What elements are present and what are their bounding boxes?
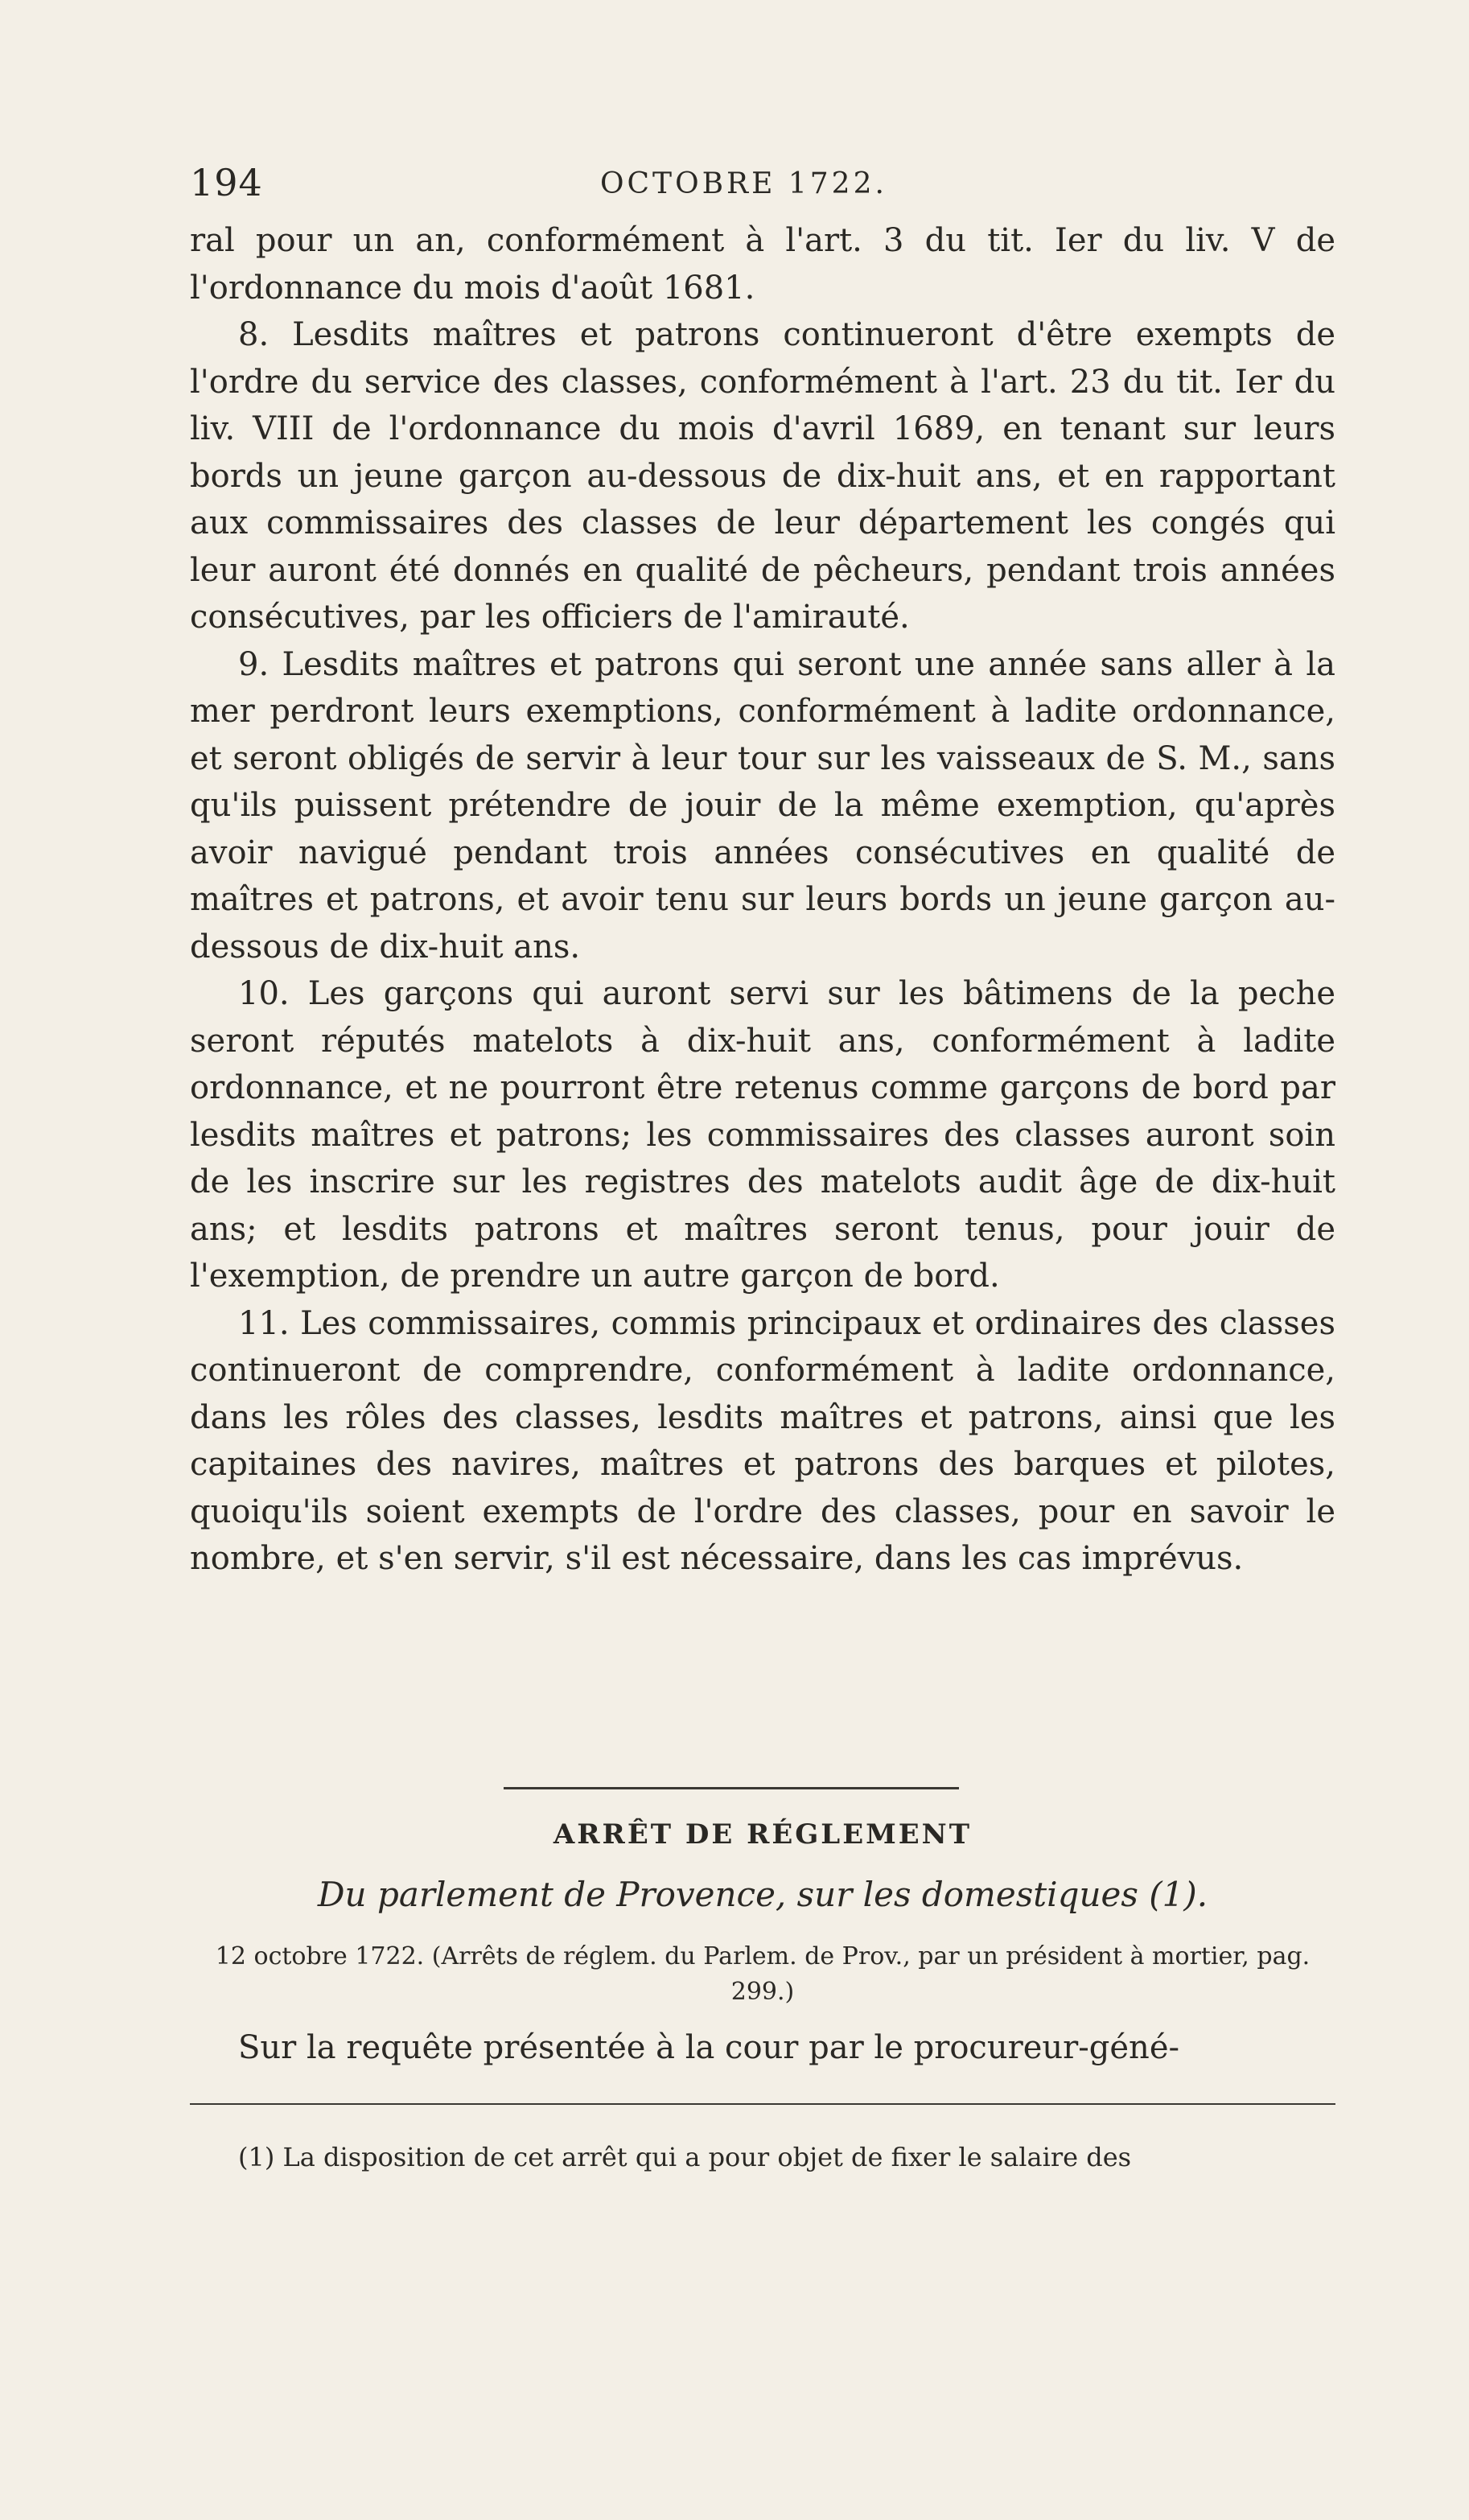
article-8: 8. Lesdits maîtres et patrons continueront d'être exempts de l'ordre du service des classes, conformément à l'art. 23 du tit. Ier du liv. VIII de l'ordonnance du mois d'avril 1689, en tenant sur leurs bords un jeune garçon au-dessous de dix-huit ans, et en rapportant aux commissaires des classes de leur département les congés qui leur auront été donnés en qualité de pêcheurs, pendant trois années consécutives, par les officiers de l'amirauté. (190, 316, 1335, 636)
section-subtitle: Du parlement de Provence, sur les domestiques (1). (317, 1875, 1208, 1914)
footnote: (1) La disposition de cet arrêt qui a pour objet de fixer le salaire des (238, 2142, 1132, 2172)
article-9: 9. Lesdits maîtres et patrons qui seront une année sans aller à la mer perdront leurs exemptions, conformément à ladite ordonnance, et seront obligés de servir à leur tour sur les vaisseaux de S. M., sans qu'ils puissent prétendre de jouir de la même exemption, qu'après avoir navigué pendant trois années consécutives en qualité de maîtres et patrons, et avoir tenu sur leurs bords un jeune garçon au-dessous de dix-huit ans. (190, 645, 1335, 966)
section-title: ARRÊT DE RÉGLEMENT (553, 1818, 973, 1851)
footnote-divider (190, 2103, 1335, 2105)
article-11: 11. Les commissaires, commis principaux et ordinaires des classes continueront de comprendre, conformément à ladite ordonnance, dans les rôles des classes, lesdits maîtres et patrons, ainsi que les capitaines des navires, maîtres et patrons des barques et pilotes, quoiqu'ils soient exempts de l'ordre des classes, pour en savoir le nombre, et s'en servir, s'il est nécessaire, dans les cas imprévus. (190, 1304, 1335, 1577)
section-divider (504, 1787, 959, 1789)
section-citation: 12 octobre 1722. (Arrêts de réglem. du Parlem. de Prov., par un président à mortier, pag. 299.) (215, 1942, 1311, 2006)
page-number: 194 (190, 161, 263, 204)
paragraph-continuation: ral pour un an, conformément à l'art. 3 du tit. Ier du liv. V de l'ordonnance du mois d'août 1681. (190, 222, 1335, 307)
running-head: OCTOBRE 1722. (600, 167, 887, 200)
page-header (190, 161, 1335, 209)
main-text (190, 217, 1335, 1583)
article-10: 10. Les garçons qui auront servi sur les bâtimens de la peche seront réputés matelots à dix-huit ans, conformément à ladite ordonnance, et ne pourront être retenus comme garçons de bord par lesdits maîtres et patrons; les commissaires des classes auront soin de les inscrire sur les registres des matelots audit âge de dix-huit ans; et lesdits patrons et maîtres seront tenus, pour jouir de l'exemption, de prendre un autre garçon de bord. (190, 975, 1335, 1295)
section-intro: Sur la requête présentée à la cour par le procureur-géné- (238, 2029, 1179, 2066)
